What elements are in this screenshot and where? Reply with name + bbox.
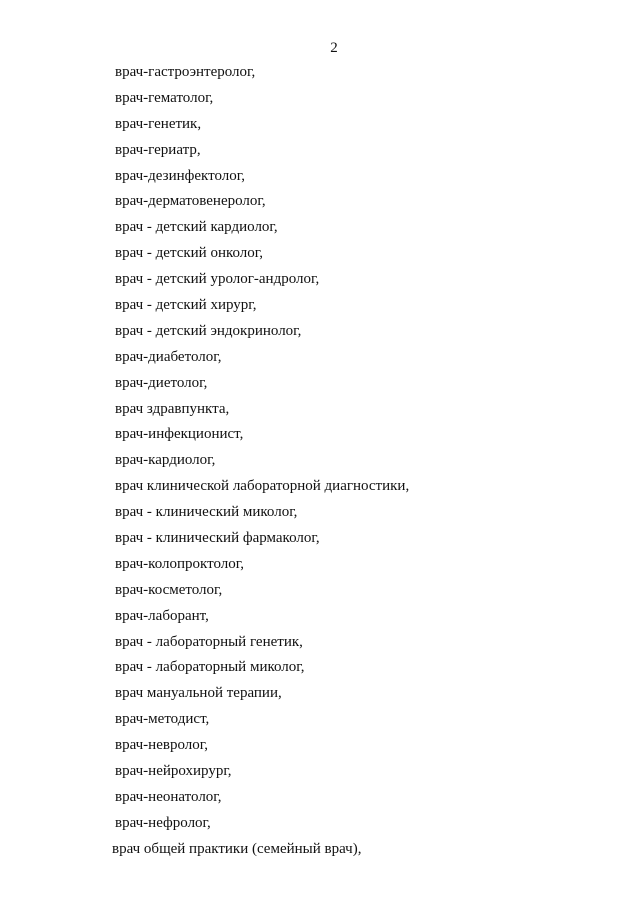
list-item: врач-гериатр, xyxy=(115,141,201,158)
list-item: врач-диабетолог, xyxy=(115,348,222,365)
list-item: врач-генетик, xyxy=(115,115,202,132)
list-item: врач-невролог, xyxy=(115,737,208,754)
list-item: врач-кардиолог, xyxy=(115,452,216,469)
list-item: врач-колопроктолог, xyxy=(115,555,244,572)
list-item: врач-дезинфектолог, xyxy=(115,167,245,184)
list-item: врач-инфекционист, xyxy=(115,426,244,443)
list-item: врач-лаборант, xyxy=(115,607,209,624)
list-item: врач - клинический фармаколог, xyxy=(115,530,320,547)
list-item: врач-нейрохирург, xyxy=(115,763,232,780)
list-item: врач здравпункта, xyxy=(115,400,230,417)
list-item: врач-нефролог, xyxy=(115,814,211,831)
list-item: врач-гастроэнтеролог, xyxy=(115,64,256,80)
list-item: врач-методист, xyxy=(115,711,210,728)
list-item: врач - лабораторный генетик, xyxy=(115,633,303,650)
list-item: врач - детский кардиолог, xyxy=(115,219,278,236)
specialty-list xyxy=(112,63,410,866)
list-item: врач-неонатолог, xyxy=(115,788,222,805)
list-item: врач-дерматовенеролог, xyxy=(115,193,266,210)
list-item: врач - детский онколог, xyxy=(115,245,264,262)
list-item: врач клинической лабораторной диагностики, xyxy=(115,478,410,495)
list-item: врач-гематолог, xyxy=(115,89,214,106)
list-item: врач общей практики (семейный врач), xyxy=(112,840,362,857)
page-number: 2 xyxy=(330,40,338,56)
list-item: врач мануальной терапии, xyxy=(115,685,282,702)
list-item: врач - детский хирург, xyxy=(115,297,257,314)
list-item: врач - лабораторный миколог, xyxy=(115,659,305,676)
list-item: врач-косметолог, xyxy=(115,581,223,598)
list-item: врач-диетолог, xyxy=(115,374,208,391)
list-item: врач - детский эндокринолог, xyxy=(115,322,302,339)
list-item: врач - клинический миколог, xyxy=(115,504,298,521)
list-item: врач - детский уролог-андролог, xyxy=(115,271,320,288)
